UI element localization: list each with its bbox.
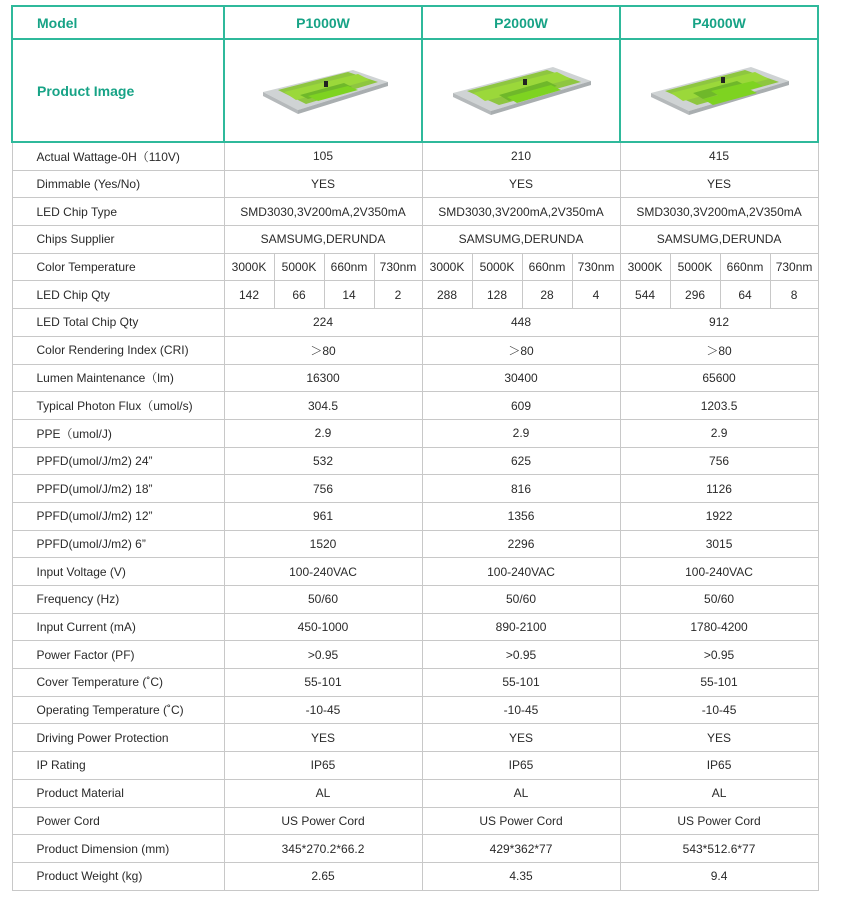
value-cell: YES	[620, 170, 818, 198]
table-row	[12, 281, 818, 309]
row-label: Frequency (Hz)	[12, 586, 224, 614]
value-cell: 100-240VAC	[422, 558, 620, 586]
value-cell: 450-1000	[224, 613, 422, 641]
value-cell: 345*270.2*66.2	[224, 835, 422, 863]
value-cell: 2296	[422, 530, 620, 558]
value-cell: >0.95	[224, 641, 422, 669]
value-cell: SMD3030,3V200mA,2V350mA	[422, 198, 620, 226]
sub-value-cell: 2	[374, 281, 422, 309]
value-cell: ＞80	[620, 336, 818, 364]
value-cell: SAMSUMG,DERUNDA	[224, 226, 422, 254]
model-label: Model	[12, 6, 224, 39]
value-cell: 55-101	[620, 669, 818, 697]
sub-value-cell: 64	[720, 281, 770, 309]
sub-value-cell: 3000K	[422, 253, 472, 281]
value-cell: 816	[422, 475, 620, 503]
row-label: Product Dimension (mm)	[12, 835, 224, 863]
table-row	[12, 309, 818, 337]
value-cell: 543*512.6*77	[620, 835, 818, 863]
row-label: Input Current (mA)	[12, 613, 224, 641]
table-row	[12, 475, 818, 503]
table-row	[12, 336, 818, 364]
value-cell: SMD3030,3V200mA,2V350mA	[620, 198, 818, 226]
row-label: Operating Temperature (˚C)	[12, 696, 224, 724]
spec-table	[11, 5, 819, 891]
value-cell: 4.35	[422, 862, 620, 890]
value-cell: 9.4	[620, 862, 818, 890]
sub-value-cell: 66	[274, 281, 324, 309]
sub-value-cell: 28	[522, 281, 572, 309]
row-label: Power Cord	[12, 807, 224, 835]
table-row	[12, 779, 818, 807]
table-row	[12, 862, 818, 890]
sub-value-cell: 142	[224, 281, 274, 309]
value-cell: YES	[422, 170, 620, 198]
value-cell: 105	[224, 142, 422, 170]
row-label: Color Temperature	[12, 253, 224, 281]
table-row	[12, 170, 818, 198]
value-cell: 50/60	[620, 586, 818, 614]
row-label: Dimmable (Yes/No)	[12, 170, 224, 198]
sub-value-cell: 296	[670, 281, 720, 309]
table-row	[12, 752, 818, 780]
value-cell: ＞80	[422, 336, 620, 364]
value-cell: 756	[224, 475, 422, 503]
sub-value-cell: 660nm	[522, 253, 572, 281]
row-label: Color Rendering Index (CRI)	[12, 336, 224, 364]
table-row	[12, 696, 818, 724]
value-cell: US Power Cord	[224, 807, 422, 835]
row-label: PPFD(umol/J/m2) 24”	[12, 447, 224, 475]
sub-value-cell: 730nm	[572, 253, 620, 281]
row-label: LED Chip Type	[12, 198, 224, 226]
value-cell: 30400	[422, 364, 620, 392]
value-cell: 2.9	[224, 419, 422, 447]
row-label: Product Weight (kg)	[12, 862, 224, 890]
table-row	[12, 502, 818, 530]
value-cell: >0.95	[422, 641, 620, 669]
value-cell: 429*362*77	[422, 835, 620, 863]
value-cell: US Power Cord	[422, 807, 620, 835]
value-cell: 1203.5	[620, 392, 818, 420]
table-row	[12, 586, 818, 614]
row-label: PPE（umol/J)	[12, 419, 224, 447]
grow-light-image	[641, 51, 797, 131]
value-cell: IP65	[422, 752, 620, 780]
value-cell: 2.9	[422, 419, 620, 447]
value-cell: 415	[620, 142, 818, 170]
value-cell: -10-45	[422, 696, 620, 724]
value-cell: 961	[224, 502, 422, 530]
row-label: Lumen Maintenance（lm)	[12, 364, 224, 392]
value-cell: 65600	[620, 364, 818, 392]
value-cell: 16300	[224, 364, 422, 392]
table-row	[12, 253, 818, 281]
model-p2000w: P2000W	[422, 6, 620, 39]
table-row	[12, 419, 818, 447]
row-label: PPFD(umol/J/m2) 18”	[12, 475, 224, 503]
value-cell: 100-240VAC	[620, 558, 818, 586]
row-label: Input Voltage (V)	[12, 558, 224, 586]
table-row	[12, 669, 818, 697]
value-cell: 50/60	[422, 586, 620, 614]
value-cell: 756	[620, 447, 818, 475]
table-row	[12, 807, 818, 835]
product-image-label: Product Image	[12, 39, 224, 142]
table-row	[12, 724, 818, 752]
grow-light-image	[248, 52, 398, 130]
value-cell: AL	[422, 779, 620, 807]
value-cell: 448	[422, 309, 620, 337]
value-cell: 1520	[224, 530, 422, 558]
sub-value-cell: 730nm	[770, 253, 818, 281]
value-cell: US Power Cord	[620, 807, 818, 835]
sub-value-cell: 5000K	[274, 253, 324, 281]
sub-value-cell: 730nm	[374, 253, 422, 281]
value-cell: 210	[422, 142, 620, 170]
value-cell: AL	[224, 779, 422, 807]
value-cell: 1356	[422, 502, 620, 530]
sub-value-cell: 4	[572, 281, 620, 309]
sub-value-cell: 544	[620, 281, 670, 309]
value-cell: 625	[422, 447, 620, 475]
row-label: PPFD(umol/J/m2) 12”	[12, 502, 224, 530]
value-cell: 224	[224, 309, 422, 337]
product-image-cell	[224, 39, 422, 142]
value-cell: 890-2100	[422, 613, 620, 641]
value-cell: SMD3030,3V200mA,2V350mA	[224, 198, 422, 226]
model-p1000w: P1000W	[224, 6, 422, 39]
value-cell: 2.9	[620, 419, 818, 447]
table-row	[12, 198, 818, 226]
table-row	[12, 530, 818, 558]
table-row	[12, 447, 818, 475]
value-cell: 1780-4200	[620, 613, 818, 641]
sub-value-cell: 5000K	[472, 253, 522, 281]
value-cell: 609	[422, 392, 620, 420]
value-cell: 1126	[620, 475, 818, 503]
table-row	[12, 558, 818, 586]
value-cell: -10-45	[224, 696, 422, 724]
value-cell: 532	[224, 447, 422, 475]
value-cell: SAMSUMG,DERUNDA	[620, 226, 818, 254]
value-cell: YES	[224, 724, 422, 752]
value-cell: IP65	[224, 752, 422, 780]
sub-value-cell: 660nm	[720, 253, 770, 281]
value-cell: 1922	[620, 502, 818, 530]
row-label: PPFD(umol/J/m2) 6”	[12, 530, 224, 558]
value-cell: ＞80	[224, 336, 422, 364]
value-cell: -10-45	[620, 696, 818, 724]
value-cell: 2.65	[224, 862, 422, 890]
table-row	[12, 392, 818, 420]
row-label: Actual Wattage-0H（110V)	[12, 142, 224, 170]
table-row	[12, 142, 818, 170]
value-cell: 50/60	[224, 586, 422, 614]
table-row	[12, 364, 818, 392]
value-cell: YES	[620, 724, 818, 752]
model-p4000w: P4000W	[620, 6, 818, 39]
sub-value-cell: 8	[770, 281, 818, 309]
value-cell: 3015	[620, 530, 818, 558]
row-label: Power Factor (PF)	[12, 641, 224, 669]
value-cell: YES	[422, 724, 620, 752]
sub-value-cell: 128	[472, 281, 522, 309]
grow-light-image	[443, 51, 599, 131]
row-label: LED Chip Qty	[12, 281, 224, 309]
product-image-row	[12, 39, 818, 142]
table-row	[12, 613, 818, 641]
value-cell: 304.5	[224, 392, 422, 420]
sub-value-cell: 14	[324, 281, 374, 309]
value-cell: IP65	[620, 752, 818, 780]
value-cell: 55-101	[422, 669, 620, 697]
header-row	[12, 6, 818, 39]
value-cell: YES	[224, 170, 422, 198]
table-row	[12, 835, 818, 863]
row-label: Product Material	[12, 779, 224, 807]
sub-value-cell: 3000K	[224, 253, 274, 281]
row-label: Chips Supplier	[12, 226, 224, 254]
value-cell: SAMSUMG,DERUNDA	[422, 226, 620, 254]
value-cell: 912	[620, 309, 818, 337]
row-label: Cover Temperature (˚C)	[12, 669, 224, 697]
table-row	[12, 641, 818, 669]
row-label: Typical Photon Flux（umol/s)	[12, 392, 224, 420]
sub-value-cell: 3000K	[620, 253, 670, 281]
row-label: IP Rating	[12, 752, 224, 780]
row-label: Driving Power Protection	[12, 724, 224, 752]
value-cell: >0.95	[620, 641, 818, 669]
value-cell: AL	[620, 779, 818, 807]
sub-value-cell: 660nm	[324, 253, 374, 281]
sub-value-cell: 5000K	[670, 253, 720, 281]
value-cell: 55-101	[224, 669, 422, 697]
product-image-cell	[620, 39, 818, 142]
value-cell: 100-240VAC	[224, 558, 422, 586]
row-label: LED Total Chip Qty	[12, 309, 224, 337]
product-image-cell	[422, 39, 620, 142]
table-row	[12, 226, 818, 254]
sub-value-cell: 288	[422, 281, 472, 309]
